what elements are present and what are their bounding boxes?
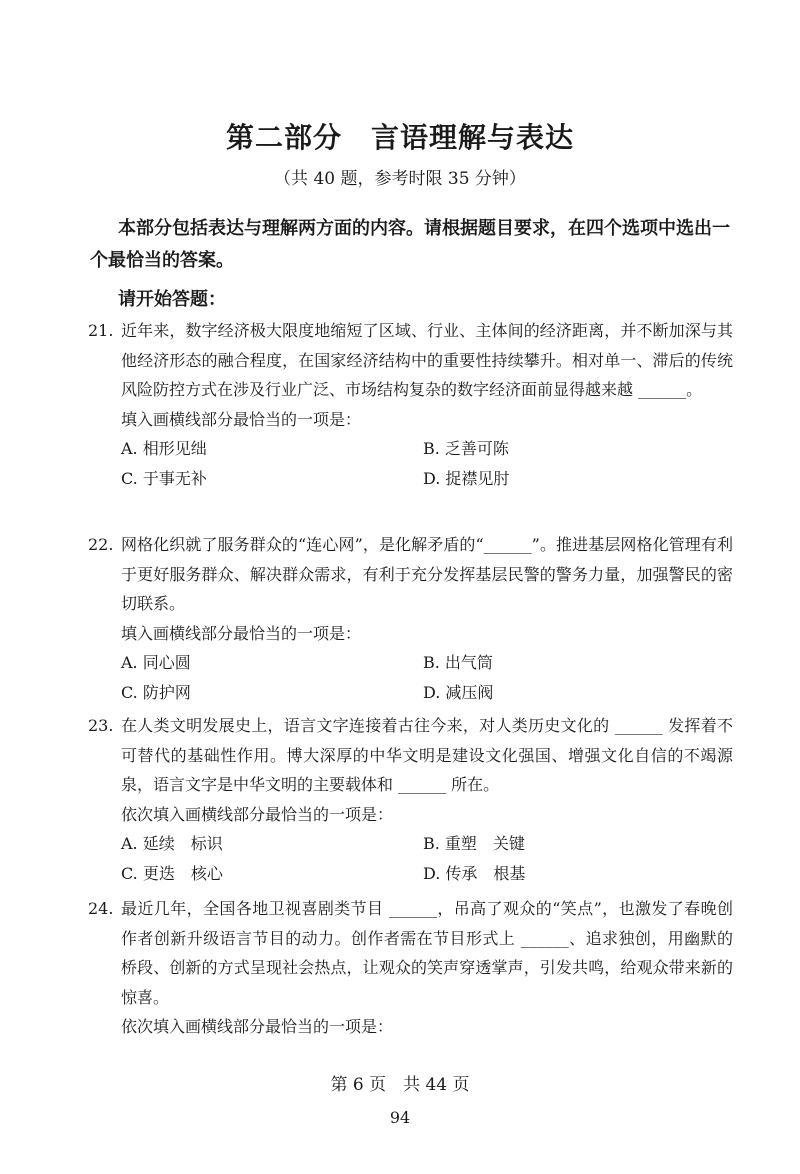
question-number: 21. [88, 321, 114, 340]
option-a[interactable]: A. 延续 标识 [121, 834, 223, 853]
question-text: 网格化织就了服务群众的“连心网”，是化解矛盾的“______”。推进基层网格化管理有利于更好服务群众、解决群众需求，有利于充分发挥基层民警的警务力量，加强警民的密切联系。 [121, 535, 733, 613]
question-prompt: 依次填入画横线部分最恰当的一项是： [121, 1017, 394, 1036]
question-text: 最近几年，全国各地卫视喜剧类节目 ______，吊高了观众的“笑点”，也激发了春晚创作者创新升级语言节目的动力。创作者需在节目形式上 ______、追求独创，用幽默的桥段、创新的方式呈现社会热点，让观众的笑声穿透掌声，引发共鸣，给观众带来新的惊喜。 [121, 899, 733, 1007]
option-d[interactable]: D. 减压阀 [423, 682, 494, 702]
option-d[interactable]: D. 传承 根基 [423, 863, 526, 883]
question-24 [88, 894, 733, 1042]
page-footer: 第 6 页 共 44 页 [330, 1075, 470, 1095]
question-22 [88, 530, 733, 707]
option-c[interactable]: C. 于事无补 [121, 468, 207, 488]
question-text: 在人类文明发展史上，语言文字连接着古往今来，对人类历史文化的 ______ 发挥着不可替代的基础性作用。博大深厚的中华文明是建设文化强国、增强文化自信的不竭源泉，语言文字是中华文明的主要载体和 ______ 所在。 [121, 716, 733, 794]
option-c[interactable]: C. 更迭 核心 [121, 863, 223, 883]
page-number: 94 [389, 1108, 411, 1127]
question-prompt: 填入画横线部分最恰当的一项是： [121, 623, 362, 643]
question-23 [88, 711, 733, 888]
question-number: 24. [88, 899, 114, 918]
question-prompt: 依次填入画横线部分最恰当的一项是： [121, 804, 394, 824]
option-b[interactable]: B. 重塑 关键 [423, 834, 525, 853]
option-d[interactable]: D. 捉襟见肘 [423, 468, 510, 488]
intro-text: 本部分包括表达与理解两方面的内容。请根据题目要求，在四个选项中选出一个最恰当的答案。 [90, 218, 730, 271]
option-c[interactable]: C. 防护网 [121, 682, 191, 702]
option-b[interactable]: B. 出气筒 [423, 653, 493, 672]
option-b[interactable]: B. 乏善可陈 [423, 439, 509, 458]
question-text: 近年来，数字经济极大限度地缩短了区域、行业、主体间的经济距离，并不断加深与其他经济形态的融合程度，在国家经济结构中的重要性持续攀升。相对单一、滞后的传统风险防控方式在涉及行业广泛、市场结构复杂的数字经济面前显得越来越 ______。 [121, 321, 733, 399]
begin-label: 请开始答题： [118, 289, 226, 310]
section-intro [90, 213, 730, 277]
question-21 [88, 316, 733, 493]
section-subtitle: （共 40 题，参考时限 35 分钟） [274, 169, 526, 189]
options [121, 648, 733, 707]
options [121, 434, 733, 493]
option-a[interactable]: A. 同心圆 [121, 653, 191, 672]
question-number: 23. [88, 716, 114, 735]
question-number: 22. [88, 535, 114, 554]
option-a[interactable]: A. 相形见绌 [121, 439, 207, 458]
question-prompt: 填入画横线部分最恰当的一项是： [121, 409, 362, 429]
section-title: 第二部分 言语理解与表达 [225, 121, 574, 154]
options [121, 829, 733, 888]
